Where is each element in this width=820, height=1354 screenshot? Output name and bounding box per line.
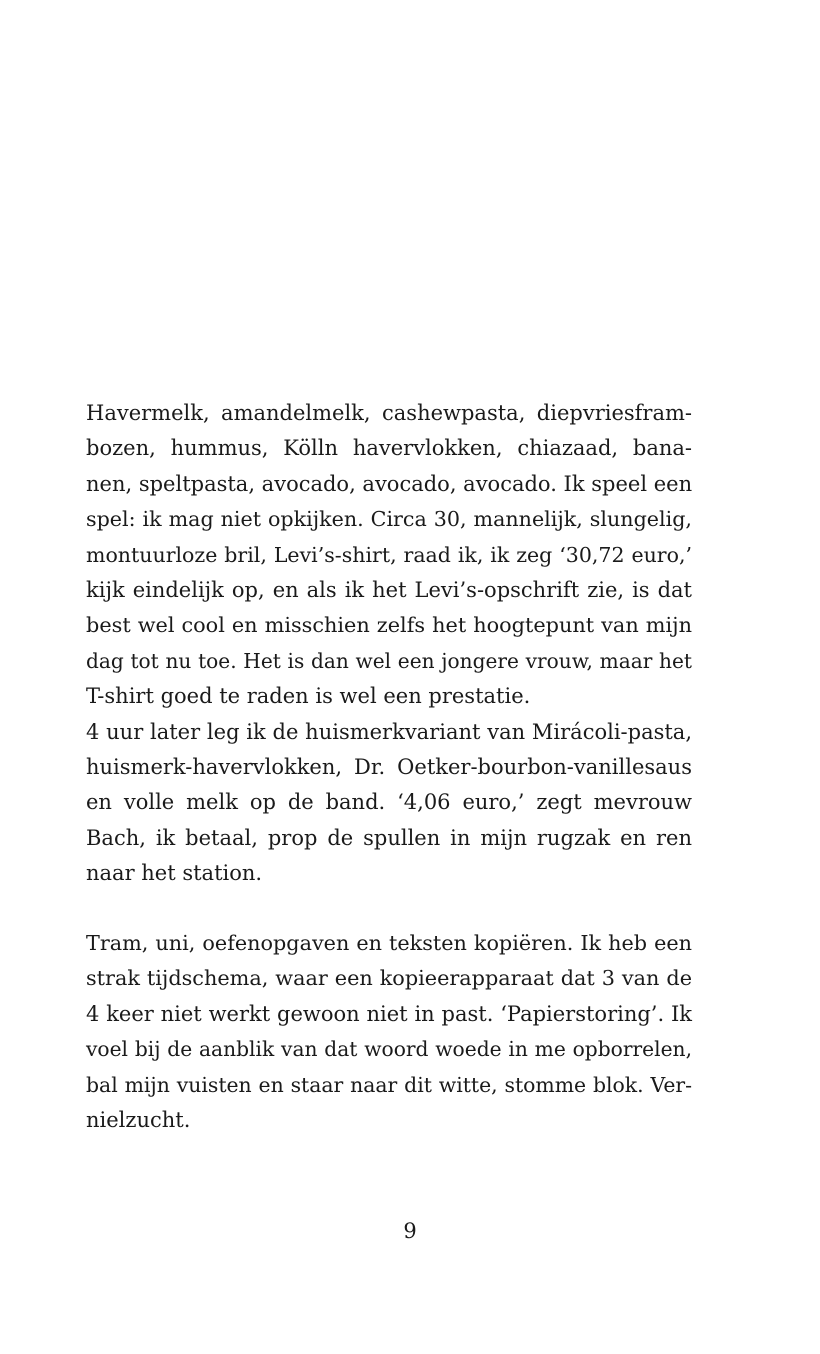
text-line: voel bij de aanblik van dat woord woede in me opborrelen,	[86, 1037, 692, 1062]
text-line: strak tijdschema, waar een kopieerapparaat dat 3 van de	[86, 966, 692, 991]
text-line: Tram, uni, oefenopgaven en teksten kopiëren. Ik heb een	[86, 931, 692, 955]
text-line: bal mijn vuisten en staar naar dit witte, stomme blok. Ver-	[86, 1072, 692, 1097]
text-line: dag tot nu toe. Het is dan wel een jongere vrouw, maar het	[86, 648, 692, 673]
text-line: bozen, hummus, Kölln havervlokken, chiazaad, bana-	[86, 436, 692, 461]
text-line: spel: ik mag niet opkijken. Circa 30, mannelijk, slungelig,	[86, 507, 692, 532]
text-line: en volle melk op de band. ‘4,06 euro,’ zegt mevrouw	[86, 790, 692, 815]
text-line: montuurloze bril, Levi’s-shirt, raad ik, ik zeg ‘30,72 euro,’	[86, 542, 692, 567]
text-line: naar het station.	[86, 861, 263, 886]
paragraph-1	[86, 396, 692, 891]
text-line: nen, speltpasta, avocado, avocado, avocado. Ik speel een	[86, 471, 693, 496]
text-line: kijk eindelijk op, en als ik het Levi’s-opschrift zie, is dat	[86, 577, 692, 602]
text-line: best wel cool en misschien zelfs het hoogtepunt van mijn	[86, 613, 692, 638]
text-line: Havermelk, amandelmelk, cashewpasta, diepvriesfram-	[86, 401, 692, 425]
text-line: 4 keer niet werkt gewoon niet in past. ‘Papierstoring’. Ik	[86, 1001, 692, 1026]
paragraph-2	[86, 926, 692, 1138]
text-line: huismerk-havervlokken, Dr. Oetker-bourbon-vanillesaus	[86, 754, 692, 779]
page-number: 9	[403, 1219, 417, 1243]
text-line: T-shirt goed te raden is wel een prestatie.	[86, 684, 531, 709]
text-line: 4 uur later leg ik de huismerkvariant van Mirácoli-pasta,	[86, 719, 692, 744]
text-line: nielzucht.	[86, 1107, 191, 1132]
text-line: Bach, ik betaal, prop de spullen in mijn rugzak en ren	[86, 825, 692, 850]
